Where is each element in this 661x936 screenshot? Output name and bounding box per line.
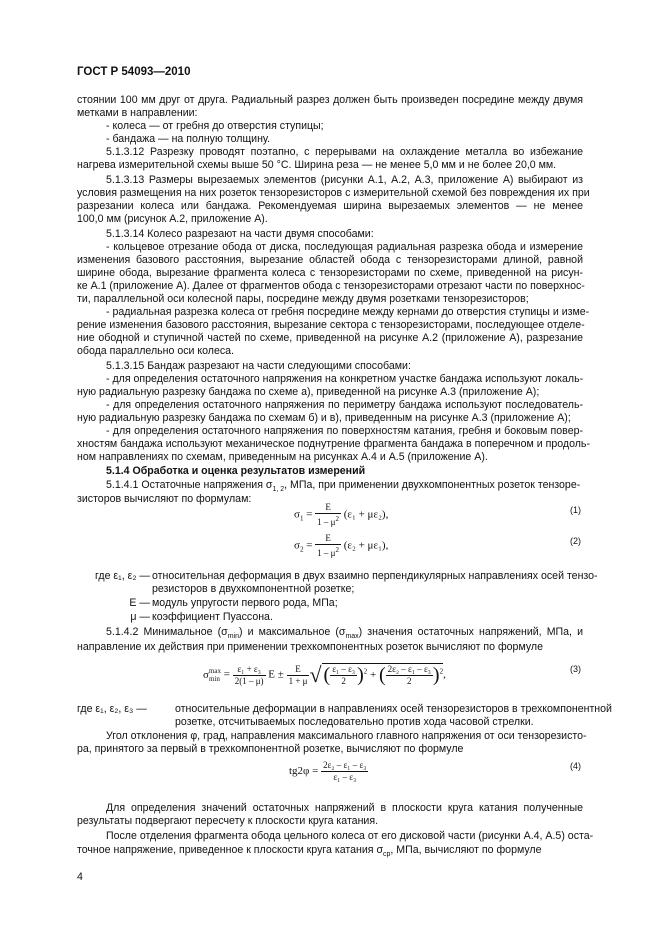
text-line: результаты подвергают пересчету к плоскости круга катания. [77,815,379,827]
equation-4: tg2φ = $\frac{\text{2ε₂ – ε₁ – ε₃}}{\text{ε₁ – ε₃}}$ [289,760,367,782]
text-line: 5.1.3.15 Бандаж разрезают на части следующими способами: [106,360,411,372]
text-line: Угол отклонения φ, град, направления максимального главного напряжения от оси тензорезисто- [106,730,587,742]
text-line: 5.1.4.2 Минимальное $(\sigma_{min})$ и максимальное $(\sigma_{max})$ значения остаточных напряжений, МПа, и [106,626,584,641]
text-line: 5.1.3.13 Размеры вырезаемых элементов (рисунки А.1, А.2, А.3, приложение А) выбирают из [106,174,583,186]
text-line: - для определения остаточного напряжения на конкретном участке бандажа используют локаль- [106,373,584,385]
text-line: рение изменения базового расстояния, вырезание сектора с тензорезисторами, последующее отделе- [77,319,585,331]
text-line: ра, принятого за первый в трехкомпонентной розетке, вычисляют по формуле [77,743,464,755]
equation-number: (1) [570,505,581,515]
symbol-label: где ε₁, ε₂, ε₃ — [77,703,147,715]
symbol-definition: резисторов в двухкомпонентной розетке; [152,583,355,595]
text-line: нагрева измерительной схемы выше 50 °C. Ширина реза — не менее 5,0 мм и не более 20,0 мм. [77,159,557,171]
text-line: ную радиальную разрезку бандажа по схеме а), приведенной на рисунке А.3 (приложение А); [77,386,540,398]
symbol-definition: коэффициент Пуассона. [152,611,273,623]
symbol-definition: относительные деформации в направлениях осей тензорезисторов в трехкомпонентной [175,703,612,715]
text-line: стоянии 100 мм друг от друга. Радиальный разрез должен быть произведен посредине между двумя [77,94,583,106]
page-number: 4 [77,871,83,883]
text-line: хностям бандажа используют механическое поднутрение фрагмента бандажа в поперечном и продоль- [77,438,590,450]
symbol-label: E — [129,597,150,609]
list-item: - бандажа — на полную толщину. [106,133,271,145]
text-line: Для определения значений остаточных напряжений в плоскости круга катания полученные [106,802,583,814]
text-line: точное напряжение, приведенное к плоскости круга катания $\sigma_{ср}$, МПа, вычисляют по формуле [77,844,542,859]
text-line: - кольцевое отрезание обода от диска, последующая радиальная разрезка обода и измерение [106,241,583,253]
text-line: направление их действия при применении трехкомпонентных розеток вычисляют по формуле [77,641,543,653]
text-line: разрезании колеса или бандажа. Рекомендуемая ширина вырезаемых элементов — не менее [77,200,583,212]
section-heading: 5.1.4 Обработка и оценка результатов измерений [106,465,366,477]
equation-number: (4) [570,761,581,771]
equation-1: $\sigma_1$ = $\frac{E}{1 - \mu^2}$ (ε₁ + με₂), [294,502,389,527]
symbol-definition: розетке, отсчитываемых последовательно против хода часовой стрелки. [175,716,534,728]
symbol-definition: модуль упругости первого рода, МПа; [152,597,338,609]
text-line: 5.1.4.1 Остаточные напряжения $\sigma_{1, 2}$, МПа, при применении двухкомпонентных розеток тензоре- [106,479,581,494]
text-line: - радиальная разрезка колеса от гребня посредине между кернами до отверстия ступицы и изме- [106,306,590,318]
text-line: ке А.1 (приложение А). Далее от фрагментов обода с тензорезисторами отрезают части по поверхнос- [77,280,585,292]
equation-3: σmax min = $\frac{\text{ε₁ + ε₃}}{2(1 - \mu)}$ E ± $\frac{E}{1 + \mu}$ √ ( $\frac{\text{ε₁ – ε₃}}{2}$ )$^2$ + ( $\frac{\text{2ε₂ – ε₁ – ε₃}}{2}$ )$^2$, [203,662,446,687]
text-line: изменения базового расстояния, вырезание областей обода с тензорезисторами длиной, равной [77,254,583,266]
text-line: обода параллельно оси колеса. [77,345,235,357]
text-line: ти, параллельной оси колесной пары, посредине между двумя розетками тензорезисторов; [77,293,529,305]
text-line: ширине обода, вырезание фрагмента колеса с тензорезисторами по схеме, приведенной на рисун- [77,267,583,279]
equation-number: (3) [570,664,581,674]
text-line: После отделения фрагмента обода цельного колеса от его дисковой части (рисунки А.4, А.5) оста- [106,830,594,842]
text-line: ном направлениях по схемам, приведенным на рисунках А.4 и А.5 (приложение А). [77,451,488,463]
text-line: ние ободной и ступичной частей по схеме, приведенной на рисунке А.2 (приложение А), разрезание [77,332,583,344]
symbol-definition: относительная деформация в двух взаимно перпендикулярных направлениях осей тензо- [152,570,598,582]
text-line: - для определения остаточного напряжения по поверхностям катания, гребня и боковым повер- [106,425,583,437]
text-line: 5.1.3.12 Разрезку проводят поэтапно, с перерывами на охлаждение металла во избежание [106,146,583,158]
equation-number: (2) [570,536,581,546]
equation-2: $\sigma_2$ = $\frac{E}{1 - \mu^2}$ (ε₂ + με₁), [294,533,389,558]
text-line: зисторов вычисляют по формулам: [77,493,252,505]
symbol-label: μ — [130,611,150,623]
text-line: 5.1.3.14 Колесо разрезают на части двумя способами: [106,228,374,240]
document-header: ГОСТ Р 54093—2010 [77,66,191,78]
text-line: метками в направлении: [77,107,198,119]
text-line: ную радиальную разрезку бандажа по схемам б) и в), приведенным на рисунке А.3 (приложение А); [77,412,571,424]
text-line: условия размещения на них розеток тензорезисторов с измерительной схемой без повреждения их при [77,187,590,199]
text-line: - для определения остаточного напряжения по периметру бандажа используют последователь- [106,399,583,411]
list-item: - колеса — от гребня до отверстия ступицы; [106,120,324,132]
text-line: 100,0 мм (рисунок А.2, приложение А). [77,213,268,225]
symbol-label: где ε₁, ε₂ — [95,570,150,582]
